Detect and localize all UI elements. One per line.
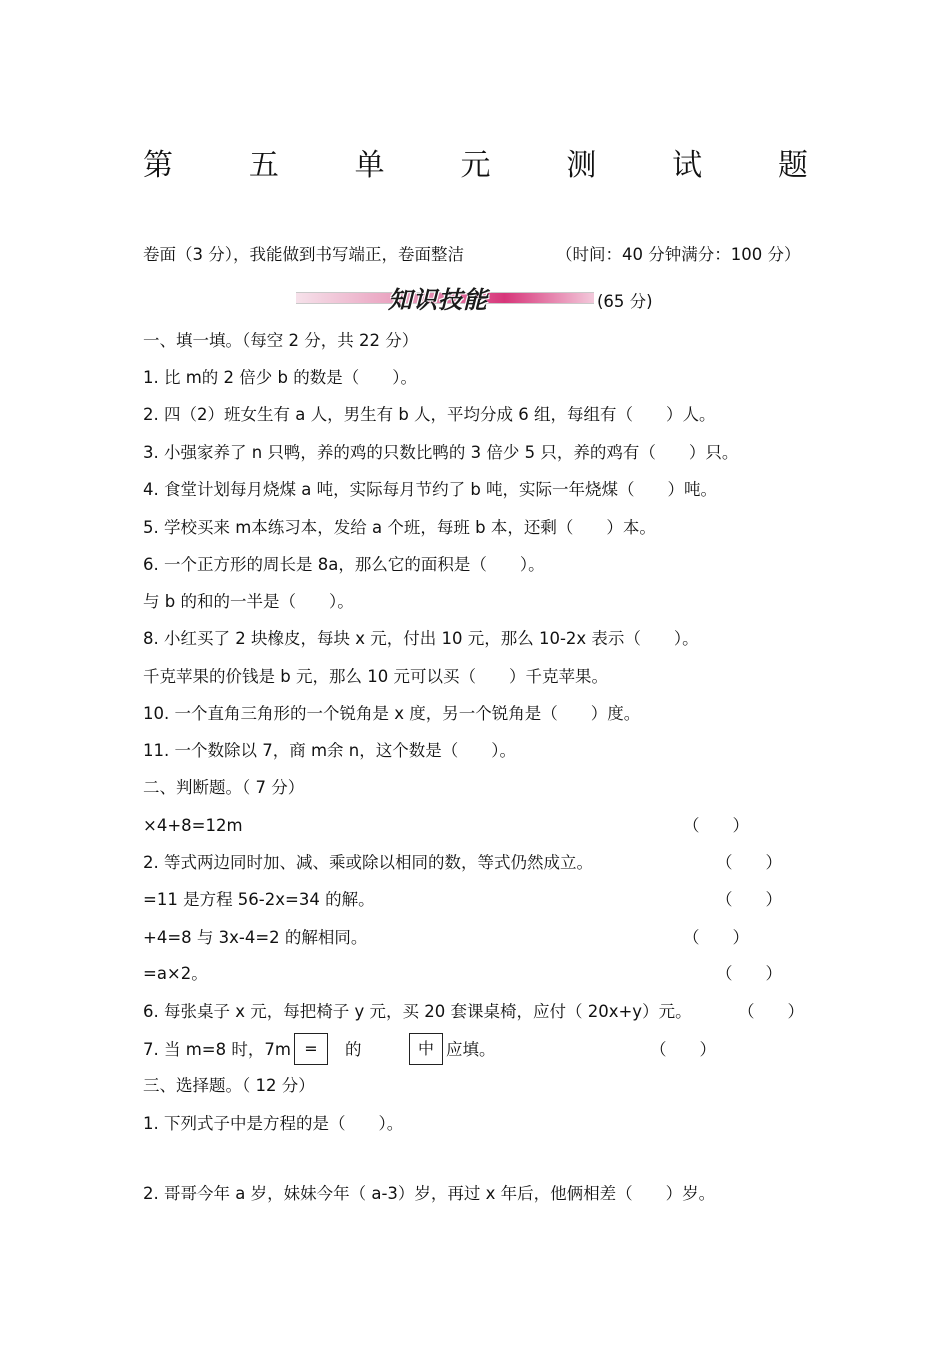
judge-mark: （ ） <box>683 928 749 947</box>
question-item: 10. 一个直角三角形的一个锐角是 x 度，另一个锐角是（ ）度。 <box>143 704 641 723</box>
answer-box: = <box>294 1033 328 1065</box>
section-heading: 二、判断题。（ 7 分） <box>143 778 305 797</box>
title-char: 单 <box>354 148 385 183</box>
question-item: 与 b 的和的一半是（ ）。 <box>143 592 354 611</box>
question-item: 1. 比 m的 2 倍少 b 的数是（ ）。 <box>143 368 418 387</box>
question-item: 4. 食堂计划每月烧煤 a 吨，实际每月节约了 b 吨，实际一年烧煤（ ）吨。 <box>143 480 718 499</box>
judge-item: 2. 等式两边同时加、减、乘或除以相同的数，等式仍然成立。 <box>143 853 593 872</box>
section-heading: 一、填一填。（每空 2 分，共 22 分） <box>143 331 419 350</box>
judge-item-7-suffix: 应填。 <box>446 1040 496 1059</box>
judge-mark: （ ） <box>650 1040 716 1059</box>
judge-item: =a×2。 <box>143 964 208 983</box>
question-item: 千克苹果的价钱是 b 元，那么 10 元可以买（ ）千克苹果。 <box>143 667 608 686</box>
choice-item: 2. 哥哥今年 a 岁，妹妹今年（ a-3）岁，再过 x 年后，他俩相差（ ）岁。 <box>143 1184 716 1203</box>
choice-item: 1. 下列式子中是方程的是（ ）。 <box>143 1114 404 1133</box>
banner-label: 知识技能 <box>388 286 488 314</box>
section-banner <box>296 280 594 314</box>
title-char: 元 <box>460 148 491 183</box>
judge-item: +4=8 与 3x-4=2 的解相同。 <box>143 928 368 947</box>
question-item: 2. 四（2）班女生有 a 人，男生有 b 人，平均分成 6 组，每组有（ ）人。 <box>143 405 716 424</box>
judge-item-7-mid: 的 <box>345 1040 362 1059</box>
judge-item: ×4+8=12m <box>143 816 243 835</box>
title-char: 试 <box>672 148 703 183</box>
title-char: 第 <box>143 148 173 183</box>
judge-item: =11 是方程 56-2x=34 的解。 <box>143 890 375 909</box>
header-note: 卷面（3 分），我能做到书写端正，卷面整洁 <box>143 245 464 264</box>
judge-item: 6. 每张桌子 x 元，每把椅子 y 元，买 20 套课桌椅，应付（ 20x+y）元。 <box>143 1002 692 1021</box>
judge-mark: （ ） <box>738 1002 804 1021</box>
section-heading: 三、选择题。（ 12 分） <box>143 1076 315 1095</box>
judge-mark: （ ） <box>683 816 749 835</box>
banner-score: (65 分) <box>597 292 653 311</box>
page-title <box>143 140 808 184</box>
question-item: 8. 小红买了 2 块橡皮，每块 x 元，付出 10 元，那么 10-2x 表示（ ）。 <box>143 629 699 648</box>
judge-mark: （ ） <box>716 890 782 909</box>
question-item: 11. 一个数除以 7，商 m余 n，这个数是（ ）。 <box>143 741 516 760</box>
header-time: （时间：40 分钟满分：100 分） <box>556 245 801 264</box>
title-char: 题 <box>777 148 808 183</box>
judge-item-7-prefix: 7. 当 m=8 时，7m <box>143 1040 291 1059</box>
question-item: 6. 一个正方形的周长是 8a，那么它的面积是（ ）。 <box>143 555 545 574</box>
question-item: 3. 小强家养了 n 只鸭，养的鸡的只数比鸭的 3 倍少 5 只，养的鸡有（ ）只。 <box>143 443 739 462</box>
judge-mark: （ ） <box>716 964 782 983</box>
title-char: 测 <box>566 148 597 183</box>
title-char: 五 <box>248 148 279 183</box>
question-item: 5. 学校买来 m本练习本，发给 a 个班，每班 b 本，还剩（ ）本。 <box>143 518 656 537</box>
answer-box: 中 <box>409 1033 443 1065</box>
judge-mark: （ ） <box>716 853 782 872</box>
